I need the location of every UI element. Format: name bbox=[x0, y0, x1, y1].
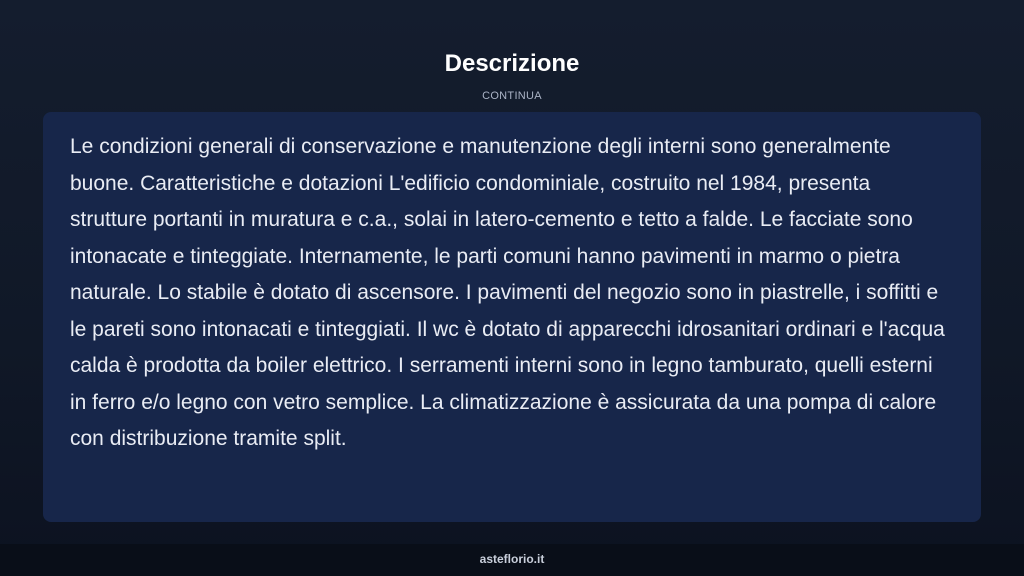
description-text: Le condizioni generali di conservazione e manutenzione degli interni sono generalmente buone. Caratteristiche e dotazioni L'edificio condominiale, costruito nel 1984, presenta strutture portanti in muratura e c.a., solai in latero-cemento e tetto a falde. Le facciate sono intonacate e tinteggiate. Internamente, le parti comuni hanno pavimenti in marmo o pietra naturale. Lo stabile è dotato di ascensore. I pavimenti del negozio sono in piastrelle, i soffitti e le pareti sono intonacati e tinteggiati. Il wc è dotato di apparecchi idrosanitari ordinari e l'acqua calda è prodotta da boiler elettrico. I serramenti interni sono in legno tamburato, quelli esterni in ferro e/o legno con vetro semplice. La climatizzazione è assicurata da una pompa di calore con distribuzione tramite split. bbox=[70, 135, 945, 450]
page-title: Descrizione bbox=[444, 50, 580, 77]
footer-bar bbox=[0, 544, 1024, 576]
footer-brand: asteflorio.it bbox=[479, 552, 545, 566]
page-subtitle: CONTINUA bbox=[482, 90, 542, 102]
description-card bbox=[43, 112, 981, 522]
